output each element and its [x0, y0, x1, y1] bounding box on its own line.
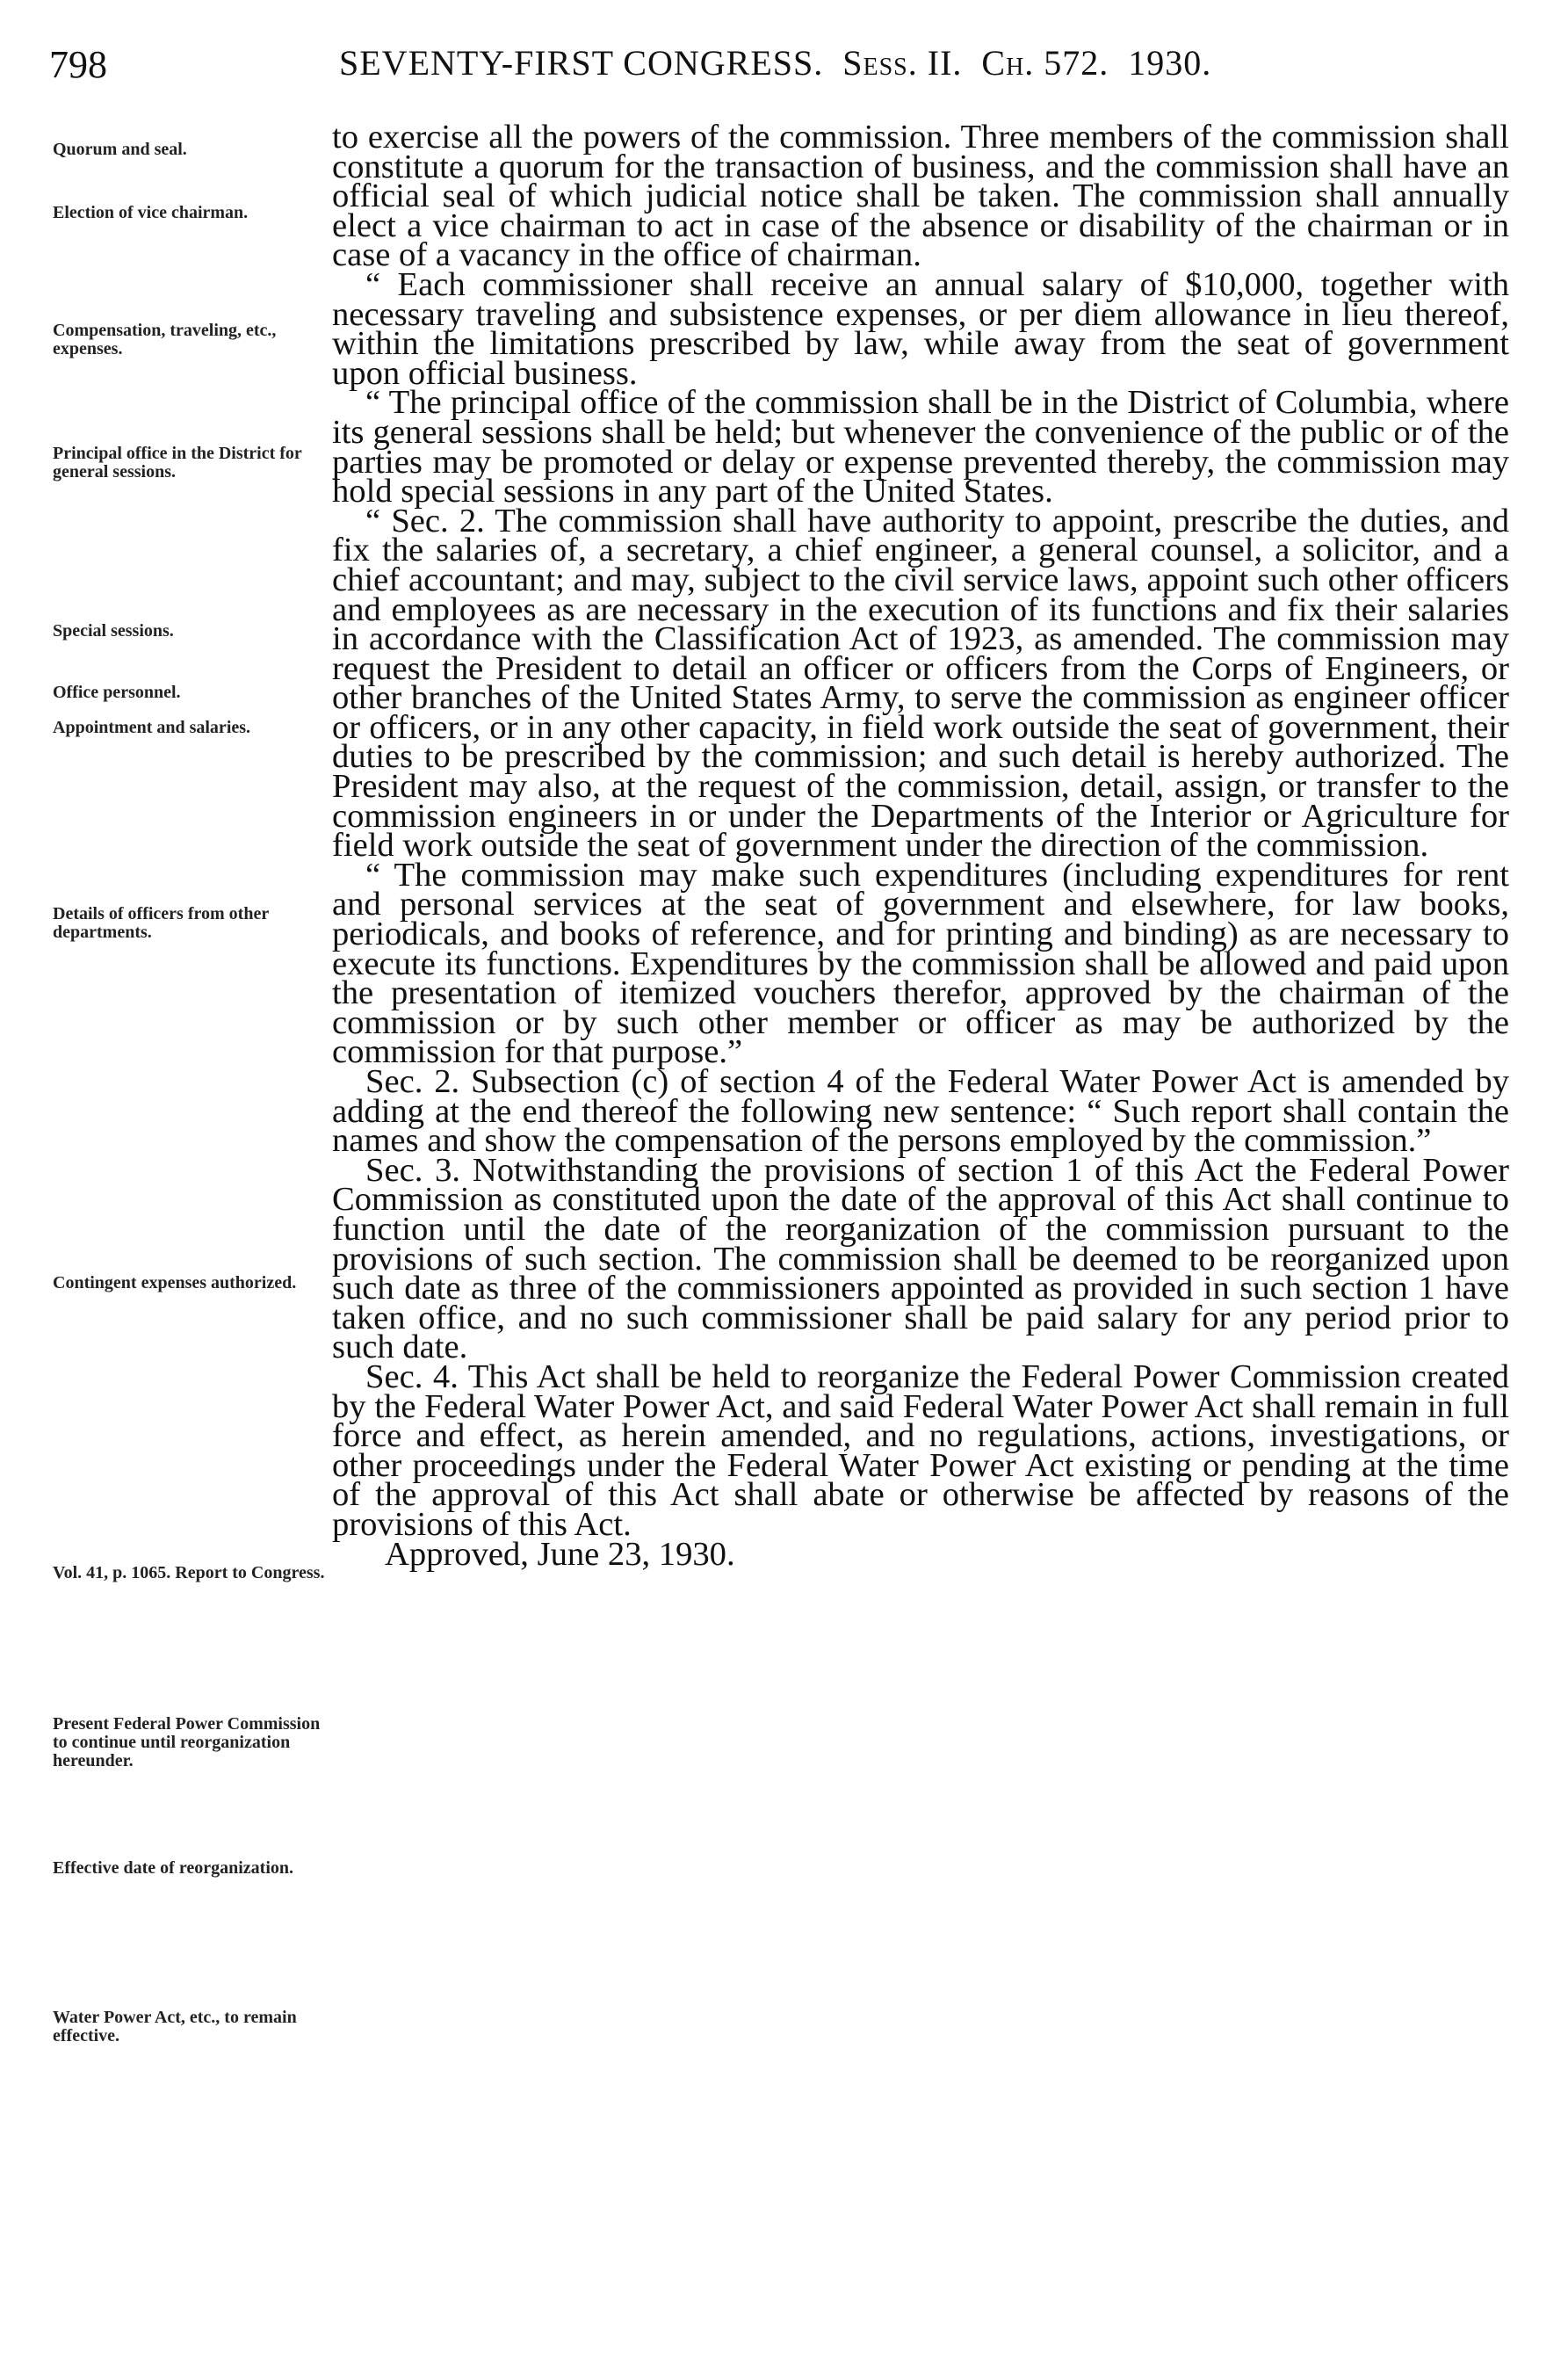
- margin-note-vice-chairman: Election of vice chairman.: [53, 203, 249, 222]
- paragraph-sec-3: Sec. 3. Notwithstanding the provisions of section 1 of this Act the Federal Power Commission as constituted upon the date of the approval of this Act shall continue to function until the date of the reorganization of the commission pursuant to the provisions of such section. The commission shall be deemed to be reorganized upon such date as three of the commissioners appointed as provided in such section 1 have taken office, and no such commissioner shall be paid salary for any period prior to such date.: [332, 1151, 1509, 1366]
- paragraph-expenditures: “ The commission may make such expenditures (including expenditures for rent and personal services at the seat of government and elsewhere, for law books, periodicals, and books of reference, and for printing and binding) as are necessary to execute its functions. Expenditures by the commission shall be allowed and paid upon the presentation of itemized vouchers therefor, approved by the chairman of the commission or by such other member or officer as may be authorized by the commission for that purpose.”: [332, 856, 1509, 1071]
- margin-note-water-power-act: Water Power Act, etc., to remain effective.: [53, 2008, 297, 2045]
- running-header: [49, 42, 1507, 95]
- margin-note-office-personnel: Office personnel.: [53, 683, 181, 702]
- margin-note-compensation: Compensation, traveling, etc., expenses.: [53, 321, 277, 358]
- paragraph-quorum: to exercise all the powers of the commission. Three members of the commission shall constitute a quorum for the transaction of business, and the commission shall have an official seal of which judicial notice shall be taken. The commission shall annually elect a vice chairman to act in case of the absence or disability of the chairman or in case of a vacancy in the office of chairman.: [332, 119, 1509, 274]
- page-number: 798: [49, 43, 107, 86]
- session-label: Sess. II.: [842, 43, 963, 83]
- running-head-text: [339, 42, 1211, 83]
- congress-title: SEVENTY-FIRST CONGRESS.: [339, 43, 824, 83]
- margin-note-quorum: Quorum and seal.: [53, 140, 187, 159]
- margin-note-contingent: Contingent expenses authorized.: [53, 1273, 297, 1292]
- margin-note-principal-office: Principal office in the District for general sessions.: [53, 444, 302, 481]
- margin-note-report: Vol. 41, p. 1065. Report to Congress.: [53, 1563, 325, 1582]
- margin-note-effective-date: Effective date of reorganization.: [53, 1858, 293, 1878]
- margin-note-appointment: Appointment and salaries.: [53, 718, 251, 737]
- year-label: 1930.: [1128, 43, 1212, 83]
- paragraph-salary: “ Each commissioner shall receive an annual salary of $10,000, together with necessary traveling and subsistence expenses, or per diem allowance in lieu thereof, within the limitations prescribed by law, while away from the seat of government upon official business.: [332, 265, 1509, 392]
- margin-note-present-commission: Present Federal Power Commission to continue until reorganization hereunder.: [53, 1714, 321, 1770]
- chapter-label: Ch. 572.: [981, 43, 1109, 83]
- paragraph-sec-4: Sec. 4. This Act shall be held to reorganize the Federal Power Commission created by the Federal Water Power Act, and said Federal Water Power Act shall remain in full force and effect, as herein amended, and no regulations, actions, investigations, or other proceedings under the Federal Water Power Act existing or pending at the time of the approval of this Act shall abate or otherwise be affected by reasons of the provisions of this Act.: [332, 1358, 1509, 1543]
- approved-line: Approved, June 23, 1930.: [385, 1535, 735, 1573]
- paragraph-principal-office: “ The principal office of the commission shall be in the District of Columbia, where its general sessions shall be held; but whenever the convenience of the public or of the parties may be promoted or delay or expense prevented thereby, the commission may hold special sessions in any part of the United States.: [332, 384, 1509, 510]
- paragraph-sec-2-authority: “ Sec. 2. The commission shall have authority to appoint, prescribe the duties, and fix the salaries of, a secretary, a chief engineer, a general counsel, a solicitor, and a chief accountant; and may, subject to the civil service laws, appoint such other officers and employees as are necessary in the execution of its functions and fix their salaries in accordance with the Classification Act of 1923, as amended. The commission may request the President to detail an officer or officers from the Corps of Engineers, or other branches of the United States Army, to serve the commission as engineer officer or officers, or in any other capacity, in field work outside the seat of government, their duties to be prescribed by the commission; and such detail is hereby authorized. The President may also, at the request of the commission, detail, assign, or transfer to the commission engineers in or under the Departments of the Interior or Agriculture for field work outside the seat of government under the direction of the commission.: [332, 502, 1509, 865]
- statute-body: [332, 119, 1509, 1573]
- margin-note-details: Details of officers from other departments.: [53, 904, 269, 942]
- paragraph-sec-2-subsection: Sec. 2. Subsection (c) of section 4 of the Federal Water Power Act is amended by adding at the end thereof the following new sentence: “ Such report shall contain the names and show the compensation of the persons employed by the commission.”: [332, 1063, 1509, 1160]
- margin-note-special-sessions: Special sessions.: [53, 621, 174, 641]
